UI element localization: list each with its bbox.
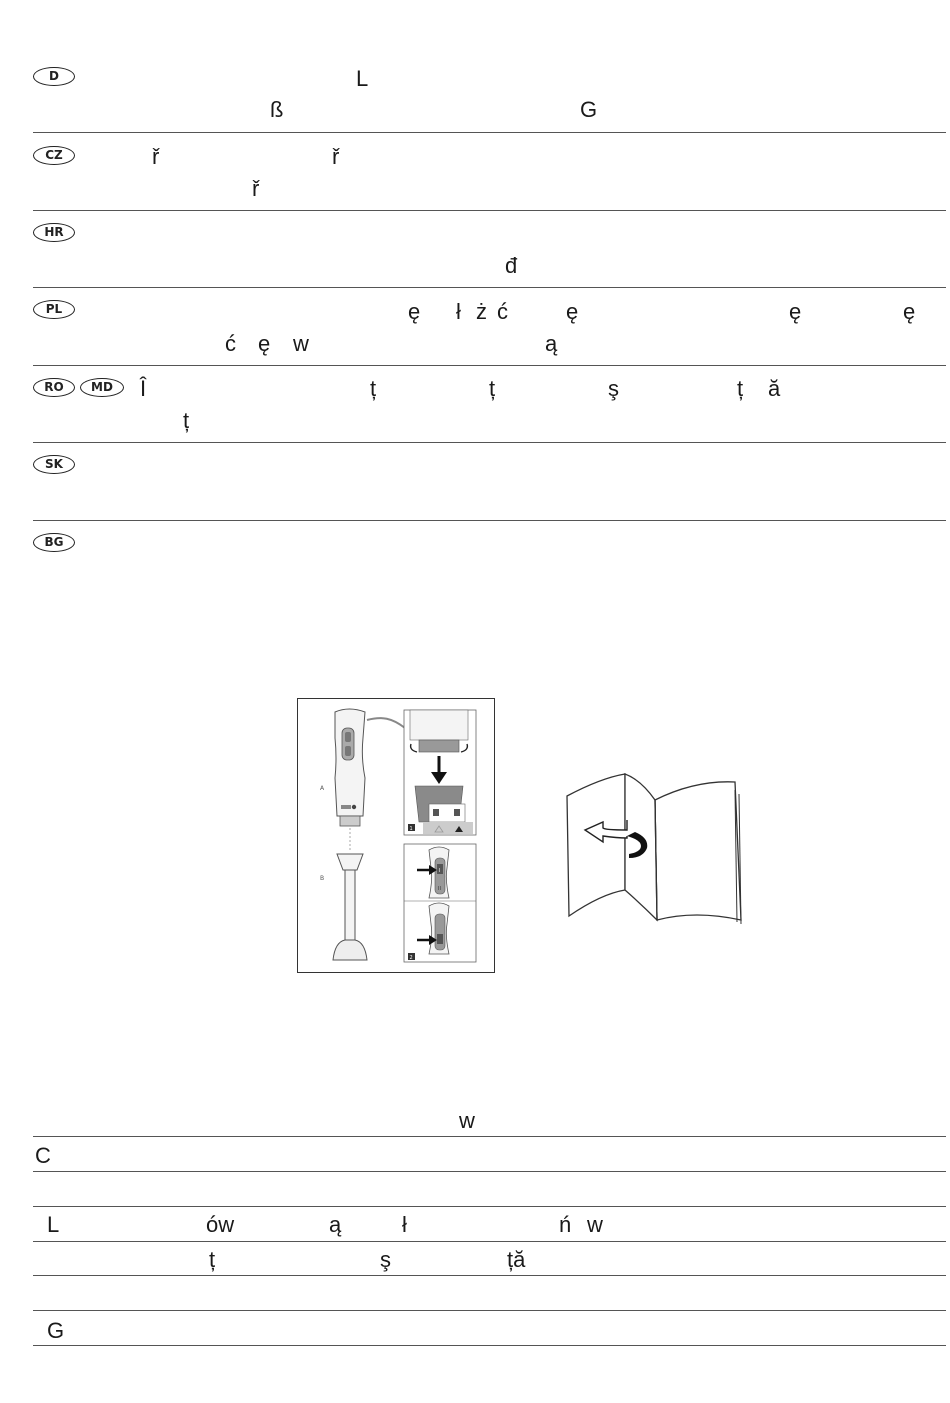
step-number-2: 2 bbox=[409, 955, 413, 961]
row-divider bbox=[33, 210, 946, 211]
language-badge-hr: HR bbox=[33, 223, 75, 242]
row-pl-char: ć bbox=[497, 299, 508, 324]
language-badge-md: MD bbox=[80, 378, 124, 397]
table-row-char: L bbox=[47, 1212, 60, 1237]
table-row-char: ń bbox=[559, 1212, 572, 1237]
table-row-char: ță bbox=[507, 1247, 526, 1272]
row-cz-char: ř bbox=[152, 144, 160, 169]
table-divider bbox=[33, 1241, 946, 1242]
row-ro-char: ț bbox=[737, 376, 744, 401]
fold-out-page-pictogram bbox=[565, 770, 745, 930]
row-pl-char: ę bbox=[903, 299, 916, 324]
language-badge-pl: PL bbox=[33, 300, 75, 319]
language-badge-ro: RO bbox=[33, 378, 75, 397]
row-divider bbox=[33, 520, 946, 521]
row-pl-char: ę bbox=[258, 331, 271, 356]
row-pl-char: ą bbox=[545, 331, 558, 356]
row-pl-char: ł bbox=[456, 299, 461, 324]
row-divider bbox=[33, 442, 946, 443]
table-row-char: w bbox=[587, 1212, 603, 1237]
hand-blender-illustration bbox=[297, 698, 495, 973]
row-pl-char: ć bbox=[225, 331, 236, 356]
row-ro-char: ț bbox=[370, 376, 377, 401]
row-d-char: L bbox=[356, 66, 369, 91]
row-divider bbox=[33, 365, 946, 366]
table-divider bbox=[33, 1136, 946, 1137]
table-divider bbox=[33, 1171, 946, 1172]
table-row-char: ț bbox=[209, 1247, 216, 1272]
row-ro-char: ț bbox=[489, 376, 496, 401]
row-pl-char: ę bbox=[408, 299, 421, 324]
switch-label-i: I bbox=[439, 868, 441, 874]
table-header-char: w bbox=[459, 1108, 475, 1133]
row-ro-char: Î bbox=[140, 376, 147, 401]
row-pl-char: ż bbox=[476, 299, 487, 324]
table-divider bbox=[33, 1345, 946, 1346]
switch-label-ii: II bbox=[438, 886, 441, 892]
table-row-char: ş bbox=[380, 1247, 391, 1272]
product-figure bbox=[297, 698, 495, 973]
table-row-char: ą bbox=[329, 1212, 342, 1237]
part-label-b: B bbox=[320, 875, 325, 882]
table-divider bbox=[33, 1275, 946, 1276]
language-badge-bg: BG bbox=[33, 533, 75, 552]
row-ro-char: ă bbox=[768, 376, 781, 401]
language-badge-cz: CZ bbox=[33, 146, 75, 165]
step-number-1: 1 bbox=[409, 826, 413, 832]
table-row-char: G bbox=[47, 1318, 65, 1343]
row-divider bbox=[33, 287, 946, 288]
table-divider bbox=[33, 1310, 946, 1311]
table-row-char: C bbox=[35, 1143, 51, 1168]
row-pl-char: ę bbox=[566, 299, 579, 324]
table-divider bbox=[33, 1206, 946, 1207]
row-divider bbox=[33, 132, 946, 133]
language-badge-sk: SK bbox=[33, 455, 75, 474]
row-ro-char: ş bbox=[608, 376, 619, 401]
row-pl-char: w bbox=[293, 331, 309, 356]
row-cz-char: ř bbox=[252, 176, 260, 201]
table-row-char: ł bbox=[402, 1212, 407, 1237]
row-ro-char: ț bbox=[183, 408, 190, 433]
row-d-char: ß bbox=[270, 97, 284, 122]
part-label-a: A bbox=[320, 785, 325, 792]
language-badge-d: D bbox=[33, 67, 75, 86]
table-row-char: ów bbox=[206, 1212, 235, 1237]
row-pl-char: ę bbox=[789, 299, 802, 324]
row-cz-char: ř bbox=[332, 144, 340, 169]
row-hr-char: đ bbox=[505, 253, 518, 278]
open-book-icon bbox=[565, 770, 745, 930]
row-d-char: G bbox=[580, 97, 598, 122]
